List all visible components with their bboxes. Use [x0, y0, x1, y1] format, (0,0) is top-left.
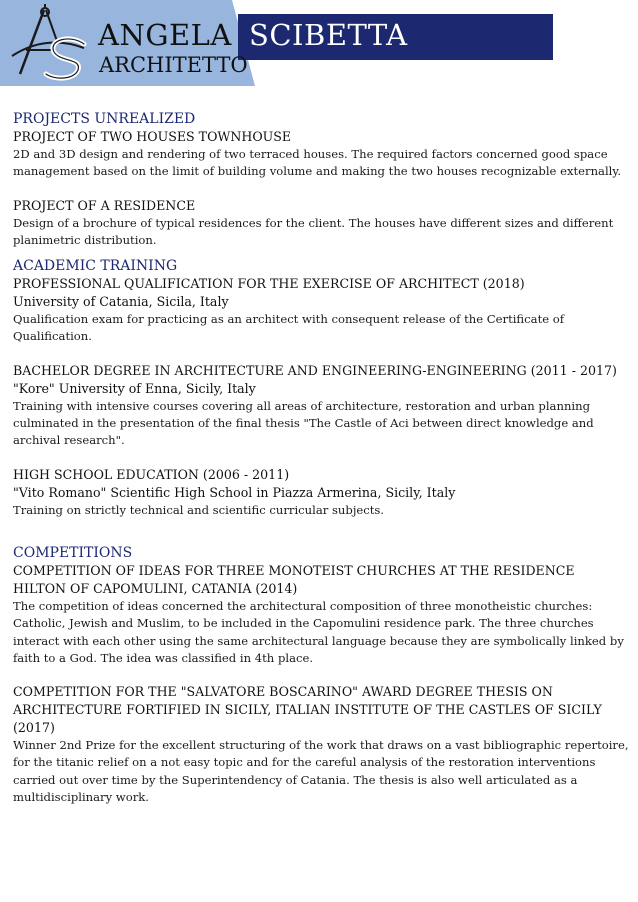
section-title-academic: ACADEMIC TRAINING	[13, 258, 178, 275]
entry-description: Training with intensive courses covering all areas of architecture, restoration and urban planning culminated in the presentation of the final thesis "The Castle of Aci between direct knowledge and archival research".	[13, 398, 594, 448]
competition-entry	[13, 683, 629, 806]
entry-title: COMPETITION FOR THE "SALVATORE BOSCARINO" AWARD DEGREE THESIS ON ARCHITECTURE FORTIFIED IN SICILY, ITALIAN INSTITUTE OF THE CASTLES OF SICILY (2017)	[13, 684, 602, 736]
entry-institution: "Kore" University of Enna, Sicily, Italy	[13, 380, 256, 396]
entry-title: HIGH SCHOOL EDUCATION (2006 - 2011)	[13, 466, 290, 482]
entry-description: Design of a brochure of typical residences for the client. The houses have different sizes and different planimetric distribution.	[13, 215, 614, 247]
academic-entry	[13, 466, 629, 519]
entry-institution: "Vito Romano" Scientific High School in Piazza Armerina, Sicily, Italy	[13, 484, 456, 500]
first-name: ANGELA	[98, 18, 232, 52]
entry-title: COMPETITION OF IDEAS FOR THREE MONOTEIST CHURCHES AT THE RESIDENCE HILTON OF CAPOMULINI, CATANIA (2014)	[13, 562, 575, 596]
competition-entry	[13, 562, 629, 667]
entry-description: Qualification exam for practicing as an architect with consequent release of the Certificate of Qualification.	[13, 312, 565, 344]
entry-description: The competition of ideas concerned the architectural composition of three monotheistic churches: Catholic, Jewish and Muslim, to be included in the Capomulini residence park. The three churches interact with each other using the same architectural language because they are symbolically linked by faith to a God. The idea was classified in 4th place.	[13, 598, 624, 665]
entry-title: PROJECT OF TWO HOUSES TOWNHOUSE	[13, 129, 292, 144]
entry-title: BACHELOR DEGREE IN ARCHITECTURE AND ENGINEERING-ENGINEERING (2011 - 2017)	[13, 362, 617, 378]
entry-title: PROFESSIONAL QUALIFICATION FOR THE EXERCISE OF ARCHITECT (2018)	[13, 276, 525, 292]
resume-content	[13, 110, 629, 806]
last-name: SCIBETTA	[249, 18, 408, 52]
entry-description: 2D and 3D design and rendering of two terraced houses. The required factors concerned good space management based on the limit of building volume and making the two houses recognizable externally.	[13, 147, 622, 179]
entry-description: Winner 2nd Prize for the excellent structuring of the work that draws on a vast bibliographic repertoire, for the titanic relief on a not easy topic and for the careful analysis of the restoration interventions carried out over time by the Superintendency of Catania. The thesis is also well articulated as a multidisciplinary work.	[13, 738, 629, 805]
entry-institution: University of Catania, Sicila, Italy	[13, 294, 229, 310]
academic-entry	[13, 362, 629, 450]
project-entry	[13, 197, 629, 250]
section-title-projects: PROJECTS UNREALIZED	[13, 111, 196, 127]
role-title: ARCHITETTO	[99, 53, 248, 77]
section-title-competitions: COMPETITIONS	[13, 544, 133, 561]
project-entry	[13, 128, 629, 181]
entry-description: Training on strictly technical and scientific curricular subjects.	[13, 502, 385, 517]
academic-entry	[13, 275, 629, 346]
entry-title: PROJECT OF A RESIDENCE	[13, 197, 196, 213]
architect-compass-logo-icon	[6, 4, 90, 82]
